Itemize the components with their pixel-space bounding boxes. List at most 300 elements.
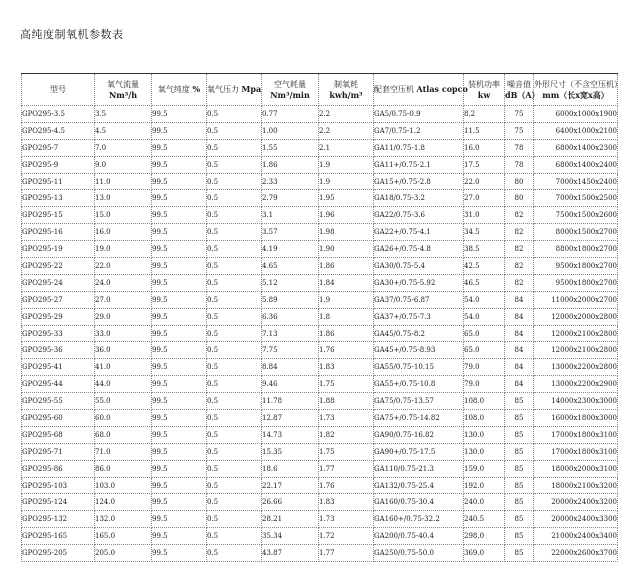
cell-flow: 19.0: [95, 241, 152, 258]
cell-compressor: GA15+/0.75-2.8: [374, 173, 464, 190]
cell-pressure: 0.5: [207, 325, 262, 342]
table-row: [22, 426, 618, 443]
cell-pressure: 0.5: [207, 410, 262, 427]
cell-kw: 298.0: [464, 528, 505, 545]
cell-purity: 99.5: [152, 443, 207, 460]
cell-pressure: 0.5: [207, 308, 262, 325]
table-row: [22, 393, 618, 410]
cell-noise: 85: [505, 460, 534, 477]
header-noise: [505, 74, 540, 106]
table-row: [22, 342, 618, 359]
cell-model: GPO295-29: [22, 308, 95, 325]
cell-flow: 33.0: [95, 325, 152, 342]
cell-dimensions: 13000x2200x2900: [534, 376, 618, 393]
cell-flow: 16.0: [95, 224, 152, 241]
cell-compressor: GA30/0.75-5.4: [374, 258, 464, 275]
cell-model: GPO295-19: [22, 241, 95, 258]
cell-flow: 103.0: [95, 477, 152, 494]
cell-power: 1.84: [319, 274, 374, 291]
cell-purity: 99.5: [152, 291, 207, 308]
cell-flow: 205.0: [95, 545, 152, 562]
cell-dimensions: 6000x1000x1900: [534, 106, 618, 123]
table-row: [22, 139, 618, 156]
cell-noise: 80: [505, 173, 534, 190]
cell-noise: 85: [505, 494, 534, 511]
cell-flow: 3.5: [95, 106, 152, 123]
cell-purity: 99.5: [152, 156, 207, 173]
cell-power: 1.72: [319, 528, 374, 545]
cell-dimensions: 7000x1500x2500: [534, 190, 618, 207]
cell-compressor: GA200/0.75-40.4: [374, 528, 464, 545]
cell-compressor: GA45+/0.75-8.93: [374, 342, 464, 359]
cell-purity: 99.5: [152, 139, 207, 156]
cell-air: 3.1: [262, 207, 319, 224]
cell-model: GPO295-103: [22, 477, 95, 494]
header-dimensions: [534, 74, 622, 106]
header-row: [22, 74, 618, 106]
cell-compressor: GA90/0.75-16.82: [374, 426, 464, 443]
cell-air: 4.19: [262, 241, 319, 258]
table-row: [22, 106, 618, 123]
cell-kw: 34.5: [464, 224, 505, 241]
cell-power: 2.1: [319, 139, 374, 156]
cell-compressor: GA250/0.75-50.0: [374, 545, 464, 562]
table-row: [22, 291, 618, 308]
table-row: [22, 410, 618, 427]
cell-noise: 78: [505, 139, 534, 156]
header-air-label: 空气耗量: [274, 79, 306, 89]
header-purity: [152, 74, 207, 106]
cell-kw: 369.0: [464, 545, 505, 562]
cell-model: GPO295-11: [22, 173, 95, 190]
cell-purity: 99.5: [152, 190, 207, 207]
cell-noise: 78: [505, 156, 534, 173]
cell-power: 1.90: [319, 241, 374, 258]
table-row: [22, 460, 618, 477]
cell-pressure: 0.5: [207, 224, 262, 241]
cell-dimensions: 6400x1000x2100: [534, 122, 618, 139]
cell-pressure: 0.5: [207, 511, 262, 528]
cell-noise: 85: [505, 511, 534, 528]
cell-model: GPO295-41: [22, 359, 95, 376]
cell-air: 9.46: [262, 376, 319, 393]
table-row: [22, 173, 618, 190]
cell-air: 2.79: [262, 190, 319, 207]
header-flow-label: 氧气流量: [107, 79, 139, 89]
cell-model: GPO295-86: [22, 460, 95, 477]
cell-compressor: GA5/0.75-0.9: [374, 106, 464, 123]
cell-pressure: 0.5: [207, 443, 262, 460]
cell-purity: 99.5: [152, 426, 207, 443]
cell-air: 8.84: [262, 359, 319, 376]
cell-compressor: GA26+/0.75-4.8: [374, 241, 464, 258]
table-row: [22, 494, 618, 511]
cell-compressor: GA55+/0.75-10.8: [374, 376, 464, 393]
cell-model: GPO295-16: [22, 224, 95, 241]
cell-pressure: 0.5: [207, 359, 262, 376]
cell-compressor: GA11/0.75-1.8: [374, 139, 464, 156]
cell-dimensions: 6800x1400x2300: [534, 139, 618, 156]
cell-flow: 13.0: [95, 190, 152, 207]
cell-flow: 11.0: [95, 173, 152, 190]
header-dimensions-unit: mm（长x宽x高）: [542, 89, 609, 100]
cell-compressor: GA160+/0.75-32.2: [374, 511, 464, 528]
cell-dimensions: 20000x2400x3300: [534, 511, 618, 528]
cell-kw: 16.0: [464, 139, 505, 156]
cell-flow: 68.0: [95, 426, 152, 443]
table-row: [22, 156, 618, 173]
cell-pressure: 0.5: [207, 342, 262, 359]
cell-power: 1.86: [319, 325, 374, 342]
cell-power: 1.73: [319, 511, 374, 528]
cell-dimensions: 9500x1800x2700: [534, 258, 618, 275]
cell-air: 11.78: [262, 393, 319, 410]
cell-model: GPO295-55: [22, 393, 95, 410]
header-kw: [464, 74, 505, 106]
cell-dimensions: 17000x1800x3100: [534, 443, 618, 460]
cell-air: 1.55: [262, 139, 319, 156]
cell-pressure: 0.5: [207, 106, 262, 123]
header-pressure-label: 氧气压力: [207, 85, 239, 94]
cell-purity: 99.5: [152, 359, 207, 376]
cell-dimensions: 12000x2000x2800: [534, 308, 618, 325]
cell-noise: 84: [505, 308, 534, 325]
cell-purity: 99.5: [152, 122, 207, 139]
cell-kw: 17.5: [464, 156, 505, 173]
table-row: [22, 308, 618, 325]
cell-model: GPO295-33: [22, 325, 95, 342]
table-row: [22, 443, 618, 460]
cell-purity: 99.5: [152, 545, 207, 562]
cell-air: 5.12: [262, 274, 319, 291]
cell-model: GPO295-68: [22, 426, 95, 443]
cell-noise: 82: [505, 207, 534, 224]
cell-dimensions: 21000x2400x3400: [534, 528, 618, 545]
cell-power: 1.73: [319, 410, 374, 427]
cell-purity: 99.5: [152, 325, 207, 342]
cell-air: 12.87: [262, 410, 319, 427]
cell-purity: 99.5: [152, 511, 207, 528]
cell-noise: 85: [505, 410, 534, 427]
cell-power: 1.83: [319, 494, 374, 511]
cell-pressure: 0.5: [207, 545, 262, 562]
cell-kw: 42.5: [464, 258, 505, 275]
cell-power: 1.77: [319, 545, 374, 562]
cell-dimensions: 8000x1500x2700: [534, 224, 618, 241]
cell-dimensions: 12000x2100x2800: [534, 342, 618, 359]
cell-model: GPO295-24: [22, 274, 95, 291]
cell-kw: 79.0: [464, 359, 505, 376]
cell-noise: 85: [505, 443, 534, 460]
cell-flow: 60.0: [95, 410, 152, 427]
cell-noise: 85: [505, 426, 534, 443]
table-row: [22, 511, 618, 528]
cell-air: 1.00: [262, 122, 319, 139]
cell-kw: 159.0: [464, 460, 505, 477]
cell-pressure: 0.5: [207, 291, 262, 308]
header-purity-label: 氧气纯度: [157, 85, 190, 94]
table-row: [22, 241, 618, 258]
table-row: [22, 190, 618, 207]
cell-air: 26.66: [262, 494, 319, 511]
cell-purity: 99.5: [152, 460, 207, 477]
cell-air: 28.21: [262, 511, 319, 528]
cell-noise: 82: [505, 224, 534, 241]
cell-kw: 130.0: [464, 443, 505, 460]
cell-power: 1.75: [319, 376, 374, 393]
cell-pressure: 0.5: [207, 528, 262, 545]
cell-model: GPO295-44: [22, 376, 95, 393]
cell-purity: 99.5: [152, 342, 207, 359]
cell-air: 22.17: [262, 477, 319, 494]
page-title: 高纯度制氧机参数表: [20, 28, 124, 41]
cell-pressure: 0.5: [207, 156, 262, 173]
cell-kw: 8.2: [464, 106, 505, 123]
cell-air: 1.86: [262, 156, 319, 173]
cell-kw: 54.0: [464, 308, 505, 325]
cell-air: 15.35: [262, 443, 319, 460]
table-body: [22, 106, 618, 562]
cell-power: 2.2: [319, 106, 374, 123]
header-noise-unit: dB（A）: [505, 89, 540, 100]
cell-noise: 85: [505, 545, 534, 562]
cell-noise: 75: [505, 122, 534, 139]
cell-dimensions: 13000x2200x2800: [534, 359, 618, 376]
cell-kw: 22.0: [464, 173, 505, 190]
cell-compressor: GA37/0.75-6.87: [374, 291, 464, 308]
cell-purity: 99.5: [152, 410, 207, 427]
cell-purity: 99.5: [152, 308, 207, 325]
cell-compressor: GA11+/0.75-2.1: [374, 156, 464, 173]
cell-kw: 31.0: [464, 207, 505, 224]
cell-flow: 124.0: [95, 494, 152, 511]
cell-power: 1.76: [319, 342, 374, 359]
cell-compressor: GA37+/0.75-7.3: [374, 308, 464, 325]
cell-pressure: 0.5: [207, 258, 262, 275]
cell-noise: 85: [505, 528, 534, 545]
header-purity-unit: %: [192, 84, 201, 94]
cell-dimensions: 16000x1800x3000: [534, 410, 618, 427]
cell-noise: 84: [505, 291, 534, 308]
cell-kw: 108.0: [464, 393, 505, 410]
header-dimensions-label: 外形尺寸（不含空压机）: [534, 79, 622, 89]
cell-flow: 36.0: [95, 342, 152, 359]
cell-dimensions: 9500x1800x2700: [534, 274, 618, 291]
header-flow-unit: Nm³/h: [108, 89, 138, 100]
cell-model: GPO295-3.5: [22, 106, 95, 123]
header-kw-unit: kw: [477, 89, 491, 100]
cell-pressure: 0.5: [207, 460, 262, 477]
cell-purity: 99.5: [152, 207, 207, 224]
cell-power: 1.88: [319, 393, 374, 410]
cell-dimensions: 7000x1450x2400: [534, 173, 618, 190]
cell-flow: 7.0: [95, 139, 152, 156]
cell-flow: 44.0: [95, 376, 152, 393]
header-compressor-label: 配套空压机: [374, 85, 414, 94]
cell-flow: 24.0: [95, 274, 152, 291]
cell-pressure: 0.5: [207, 173, 262, 190]
cell-pressure: 0.5: [207, 426, 262, 443]
cell-dimensions: 14000x2300x3000: [534, 393, 618, 410]
cell-compressor: GA90+/0.75-17.5: [374, 443, 464, 460]
cell-flow: 15.0: [95, 207, 152, 224]
cell-kw: 65.0: [464, 325, 505, 342]
cell-pressure: 0.5: [207, 139, 262, 156]
cell-power: 1.9: [319, 291, 374, 308]
cell-purity: 99.5: [152, 106, 207, 123]
header-compressor-unit: Atlas copco: [416, 84, 468, 94]
cell-air: 0.77: [262, 106, 319, 123]
cell-dimensions: 22000x2600x3700: [534, 545, 618, 562]
table-row: [22, 274, 618, 291]
cell-model: GPO295-205: [22, 545, 95, 562]
cell-compressor: GA75/0.75-13.57: [374, 393, 464, 410]
cell-model: GPO295-13: [22, 190, 95, 207]
header-air-unit: Nm³/min: [270, 89, 310, 100]
cell-air: 35.34: [262, 528, 319, 545]
header-power: [319, 74, 374, 106]
cell-flow: 27.0: [95, 291, 152, 308]
cell-power: 1.9: [319, 173, 374, 190]
table-row: [22, 224, 618, 241]
cell-kw: 192.0: [464, 477, 505, 494]
header-power-label: 制氧耗: [334, 79, 358, 89]
cell-noise: 85: [505, 393, 534, 410]
cell-power: 1.76: [319, 477, 374, 494]
cell-compressor: GA22+/0.75-4.1: [374, 224, 464, 241]
cell-purity: 99.5: [152, 274, 207, 291]
cell-dimensions: 8800x1800x2700: [534, 241, 618, 258]
cell-kw: 27.0: [464, 190, 505, 207]
cell-air: 2.33: [262, 173, 319, 190]
cell-kw: 11.5: [464, 122, 505, 139]
header-power-unit: kwh/m³: [329, 89, 363, 100]
table-row: [22, 207, 618, 224]
header-flow: [95, 74, 152, 106]
cell-pressure: 0.5: [207, 494, 262, 511]
cell-air: 3.57: [262, 224, 319, 241]
cell-model: GPO295-7: [22, 139, 95, 156]
cell-model: GPO295-36: [22, 342, 95, 359]
cell-dimensions: 17000x1800x3100: [534, 426, 618, 443]
cell-dimensions: 6800x1400x2400: [534, 156, 618, 173]
cell-purity: 99.5: [152, 477, 207, 494]
cell-kw: 65.0: [464, 342, 505, 359]
cell-compressor: GA110/0.75-21.3: [374, 460, 464, 477]
cell-model: GPO295-165: [22, 528, 95, 545]
cell-purity: 99.5: [152, 494, 207, 511]
cell-flow: 4.5: [95, 122, 152, 139]
cell-air: 5.89: [262, 291, 319, 308]
cell-pressure: 0.5: [207, 376, 262, 393]
cell-noise: 84: [505, 325, 534, 342]
cell-noise: 85: [505, 477, 534, 494]
cell-model: GPO295-9: [22, 156, 95, 173]
cell-dimensions: 11000x2000x2700: [534, 291, 618, 308]
header-pressure-unit: Mpa: [241, 84, 262, 94]
cell-kw: 38.5: [464, 241, 505, 258]
cell-kw: 240.5: [464, 511, 505, 528]
cell-flow: 71.0: [95, 443, 152, 460]
header-model: [22, 74, 95, 106]
cell-noise: 84: [505, 342, 534, 359]
cell-flow: 9.0: [95, 156, 152, 173]
cell-purity: 99.5: [152, 528, 207, 545]
cell-flow: 165.0: [95, 528, 152, 545]
cell-power: 1.83: [319, 359, 374, 376]
cell-pressure: 0.5: [207, 393, 262, 410]
header-noise-label: 噪音值: [507, 79, 531, 89]
cell-kw: 240.0: [464, 494, 505, 511]
cell-dimensions: 12000x2100x2800: [534, 325, 618, 342]
cell-flow: 22.0: [95, 258, 152, 275]
header-air: [262, 74, 319, 106]
cell-noise: 80: [505, 190, 534, 207]
header-model-label: 型号: [50, 84, 66, 94]
cell-power: 1.9: [319, 156, 374, 173]
cell-purity: 99.5: [152, 258, 207, 275]
table-row: [22, 359, 618, 376]
cell-kw: 46.5: [464, 274, 505, 291]
cell-model: GPO295-60: [22, 410, 95, 427]
cell-purity: 99.5: [152, 224, 207, 241]
cell-flow: 86.0: [95, 460, 152, 477]
cell-model: GPO295-4.5: [22, 122, 95, 139]
cell-kw: 108.0: [464, 410, 505, 427]
cell-dimensions: 20000x2400x3200: [534, 494, 618, 511]
cell-dimensions: 18000x2000x3100: [534, 460, 618, 477]
cell-air: 7.13: [262, 325, 319, 342]
cell-pressure: 0.5: [207, 477, 262, 494]
cell-model: GPO295-71: [22, 443, 95, 460]
cell-model: GPO295-132: [22, 511, 95, 528]
cell-air: 14.73: [262, 426, 319, 443]
cell-noise: 84: [505, 359, 534, 376]
cell-compressor: GA30+/0.75-5.92: [374, 274, 464, 291]
cell-power: 1.8: [319, 308, 374, 325]
cell-compressor: GA45/0.75-8.2: [374, 325, 464, 342]
cell-pressure: 0.5: [207, 274, 262, 291]
cell-pressure: 0.5: [207, 190, 262, 207]
header-pressure: [207, 74, 262, 106]
cell-compressor: GA18/0.75-3.2: [374, 190, 464, 207]
header-kw-label: 装机功率: [468, 79, 500, 89]
cell-purity: 99.5: [152, 393, 207, 410]
table-row: [22, 376, 618, 393]
cell-kw: 54.0: [464, 291, 505, 308]
cell-compressor: GA22/0.75-3.6: [374, 207, 464, 224]
header-compressor: [374, 74, 468, 106]
cell-power: 1.75: [319, 443, 374, 460]
cell-model: GPO295-22: [22, 258, 95, 275]
cell-flow: 41.0: [95, 359, 152, 376]
cell-air: 7.75: [262, 342, 319, 359]
cell-compressor: GA75+/0.75-14.82: [374, 410, 464, 427]
cell-flow: 55.0: [95, 393, 152, 410]
spec-table: [21, 73, 622, 562]
table-row: [22, 545, 618, 562]
cell-noise: 82: [505, 258, 534, 275]
cell-air: 4.65: [262, 258, 319, 275]
cell-power: 1.82: [319, 426, 374, 443]
cell-air: 43.87: [262, 545, 319, 562]
table-row: [22, 528, 618, 545]
cell-dimensions: 18000x2100x3200: [534, 477, 618, 494]
cell-compressor: GA132/0.75-25.4: [374, 477, 464, 494]
cell-power: 1.98: [319, 224, 374, 241]
cell-noise: 82: [505, 241, 534, 258]
cell-noise: 84: [505, 376, 534, 393]
